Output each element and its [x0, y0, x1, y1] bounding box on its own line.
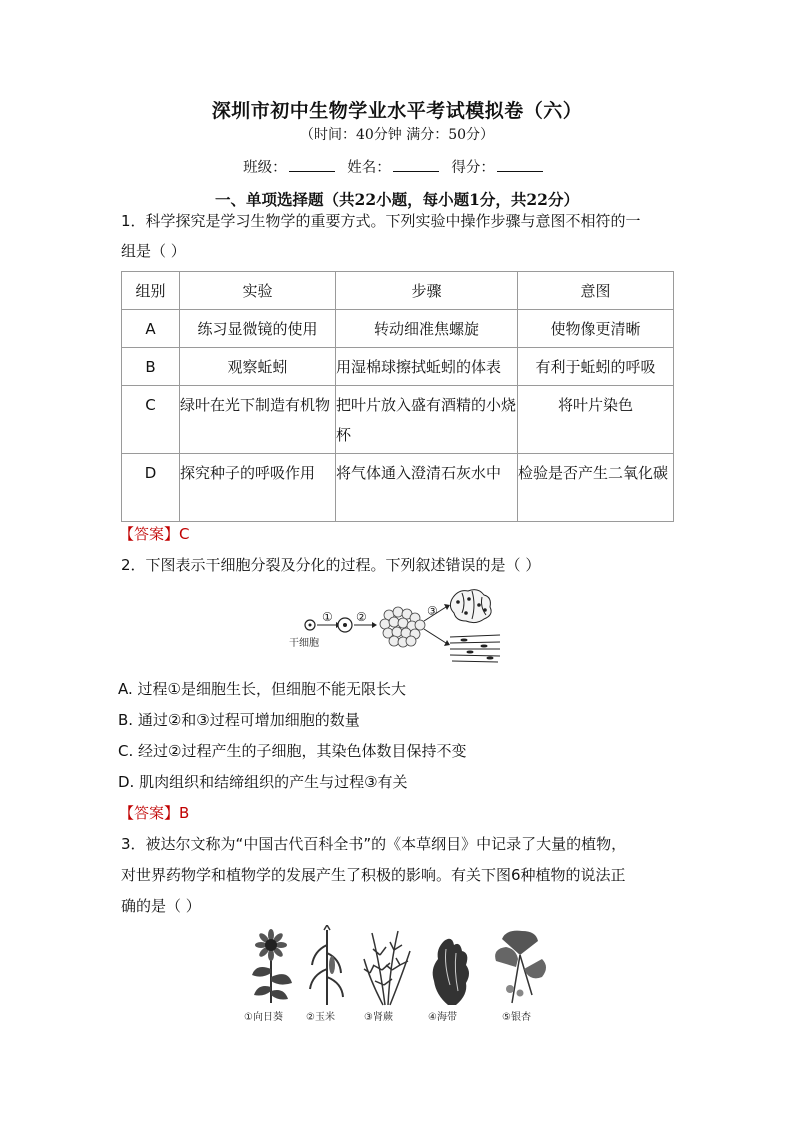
q2-stem: 2．下图表示干细胞分裂及分化的过程。下列叙述错误的是（ ）: [121, 556, 541, 574]
table-cell: D: [122, 454, 180, 522]
table-header-cell: 组别: [122, 272, 180, 310]
step2-label: ②: [356, 610, 367, 624]
answer-tag: 【答案】: [119, 525, 180, 543]
class-blank: [289, 159, 335, 172]
table-cell: B: [122, 348, 180, 386]
tissue-bottom: [450, 635, 500, 662]
table-header-row: [122, 272, 674, 310]
sunflower-icon: [252, 929, 292, 1003]
stem-cell-label: 干细胞: [289, 638, 319, 649]
q1-stem-line2: 组是（ ）: [121, 242, 186, 260]
stem-cell-figure: [286, 585, 506, 670]
q2-option-b: B. 通过②和③过程可增加细胞的数量: [118, 711, 360, 729]
table-row: [122, 348, 674, 386]
tissue-top: [450, 590, 491, 623]
student-info-line: [0, 156, 794, 177]
table-header-cell: 步骤: [336, 272, 518, 310]
q3-stem-line2: 对世界药物学和植物学的发展产生了积极的影响。有关下图6种植物的说法正: [121, 866, 626, 884]
cell-cluster: [380, 607, 425, 647]
score-blank: [497, 159, 543, 172]
plant-label-fern: ③肾蕨: [364, 1012, 393, 1023]
score-label: 得分：: [451, 160, 495, 176]
table-cell: 练习显微镜的使用: [180, 310, 336, 348]
table-cell: 绿叶在光下制造有机物: [180, 386, 336, 454]
q1-answer: [119, 524, 190, 544]
table-row: [122, 454, 674, 522]
q2-option-d: D. 肌肉组织和结缔组织的产生与过程③有关: [118, 773, 408, 791]
plants-figure: [240, 925, 560, 1025]
table-cell: 探究种子的呼吸作用: [180, 454, 336, 522]
table-cell: 将气体通入澄清石灰水中: [336, 454, 518, 522]
q2-option-a: A. 过程①是细胞生长，但细胞不能无限长大: [118, 680, 406, 698]
table-header-cell: 意图: [518, 272, 674, 310]
name-blank: [393, 159, 439, 172]
kelp-icon: [433, 939, 469, 1005]
table-cell: 把叶片放入盛有酒精的小烧杯: [336, 386, 518, 454]
table-cell: 使物像更清晰: [518, 310, 674, 348]
table-row: [122, 386, 674, 454]
plant-label-sunflower: ①向日葵: [244, 1012, 283, 1023]
table-cell: A: [122, 310, 180, 348]
q2-option-c: C. 经过②过程产生的子细胞，其染色体数目保持不变: [118, 742, 467, 760]
table-cell: 观察蚯蚓: [180, 348, 336, 386]
section-heading: 一、单项选择题（共22小题，每小题1分，共22分）: [215, 190, 579, 209]
table-cell: 检验是否产生二氧化碳: [518, 454, 674, 522]
class-label: 班级：: [243, 160, 287, 176]
q3-stem-line1: 3．被达尔文称为“中国古代百科全书”的《本草纲目》中记录了大量的植物，: [121, 835, 627, 853]
table-row: [122, 310, 674, 348]
plant-label-kelp: ④海带: [428, 1012, 457, 1023]
step1-label: ①: [322, 610, 333, 624]
table-cell: C: [122, 386, 180, 454]
answer-value: B: [179, 804, 190, 822]
step3-label: ③: [427, 604, 438, 618]
q1-stem-line1: 1．科学探究是学习生物学的重要方式。下列实验中操作步骤与意图不相符的一: [121, 212, 641, 230]
plant-label-corn: ②玉米: [306, 1012, 335, 1023]
answer-value: C: [179, 525, 190, 543]
experiment-table: [121, 271, 674, 522]
table-cell: 用湿棉球擦拭蚯蚓的体表: [336, 348, 518, 386]
plant-label-ginkgo: ⑤银杏: [502, 1012, 531, 1023]
page-title: 深圳市初中生物学业水平考试模拟卷（六）: [211, 100, 583, 122]
answer-tag: 【答案】: [119, 804, 180, 822]
table-cell: 有利于蚯蚓的呼吸: [518, 348, 674, 386]
fern-icon: [364, 931, 410, 1005]
page-subtitle: （时间：40分钟 满分：50分）: [299, 127, 495, 143]
table-cell: 转动细准焦螺旋: [336, 310, 518, 348]
corn-icon: [310, 925, 343, 1005]
table-cell: 将叶片染色: [518, 386, 674, 454]
ginkgo-icon: [495, 931, 546, 1003]
name-label: 姓名：: [347, 160, 391, 176]
q2-answer: [119, 803, 189, 823]
table-header-cell: 实验: [180, 272, 336, 310]
q3-stem-line3: 确的是（ ）: [121, 897, 201, 915]
